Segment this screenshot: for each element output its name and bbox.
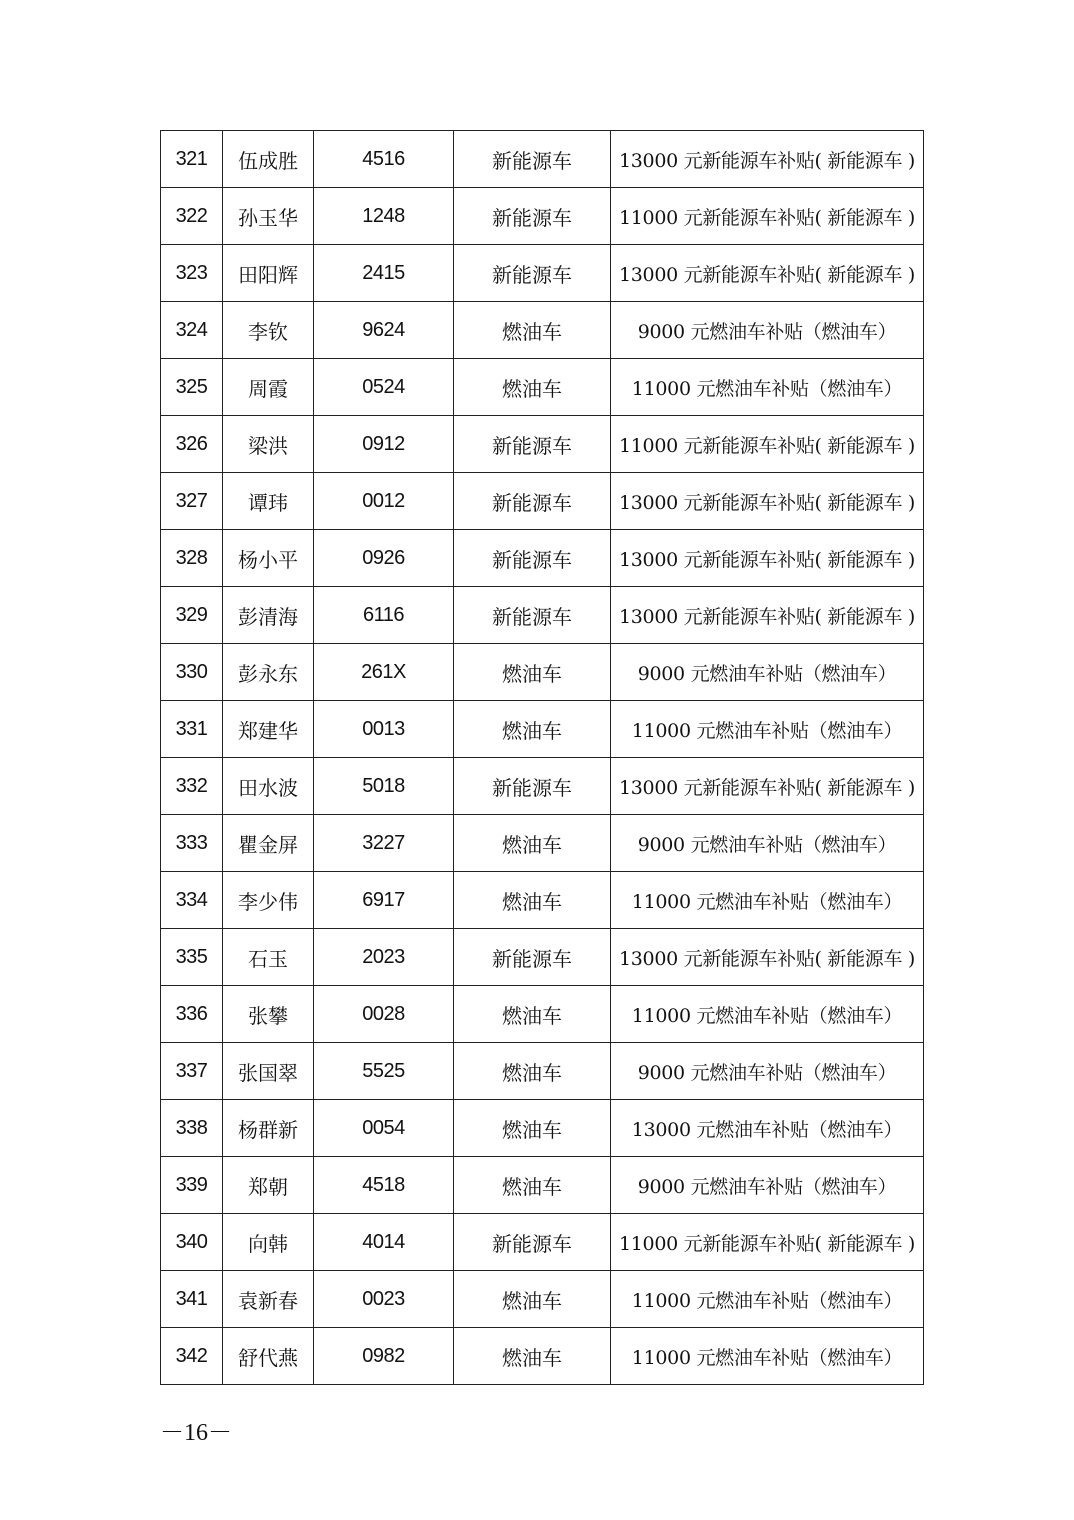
cell-subsidy: 11000 元燃油车补贴（燃油车）: [611, 1328, 924, 1385]
cell-id-tail: 0524: [314, 359, 454, 416]
table-row: [161, 1100, 924, 1157]
cell-serial-number: 323: [161, 245, 223, 302]
cell-id-tail: 4516: [314, 131, 454, 188]
cell-serial-number: 339: [161, 1157, 223, 1214]
cell-subsidy: 9000 元燃油车补贴（燃油车）: [611, 302, 924, 359]
table-row: [161, 815, 924, 872]
cell-name: 向韩: [223, 1214, 314, 1271]
cell-subsidy: 13000 元新能源车补贴( 新能源车 ): [611, 530, 924, 587]
cell-serial-number: 326: [161, 416, 223, 473]
page-number: －16－: [160, 1420, 232, 1446]
cell-name: 梁洪: [223, 416, 314, 473]
cell-id-tail: 0054: [314, 1100, 454, 1157]
table-row: [161, 701, 924, 758]
cell-name: 瞿金屏: [223, 815, 314, 872]
cell-vehicle-type: 新能源车: [454, 929, 611, 986]
cell-subsidy: 11000 元新能源车补贴( 新能源车 ): [611, 188, 924, 245]
cell-vehicle-type: 燃油车: [454, 359, 611, 416]
cell-serial-number: 341: [161, 1271, 223, 1328]
cell-vehicle-type: 燃油车: [454, 1271, 611, 1328]
cell-serial-number: 333: [161, 815, 223, 872]
table-body: [161, 131, 924, 1385]
cell-id-tail: 5018: [314, 758, 454, 815]
cell-vehicle-type: 燃油车: [454, 701, 611, 758]
cell-vehicle-type: 燃油车: [454, 302, 611, 359]
cell-subsidy: 11000 元燃油车补贴（燃油车）: [611, 1271, 924, 1328]
cell-serial-number: 327: [161, 473, 223, 530]
cell-subsidy: 11000 元燃油车补贴（燃油车）: [611, 701, 924, 758]
cell-id-tail: 9624: [314, 302, 454, 359]
cell-subsidy: 13000 元新能源车补贴( 新能源车 ): [611, 131, 924, 188]
cell-subsidy: 13000 元燃油车补贴（燃油车）: [611, 1100, 924, 1157]
cell-name: 彭永东: [223, 644, 314, 701]
cell-id-tail: 0013: [314, 701, 454, 758]
cell-vehicle-type: 新能源车: [454, 1214, 611, 1271]
table-row: [161, 131, 924, 188]
cell-vehicle-type: 新能源车: [454, 530, 611, 587]
cell-id-tail: 4014: [314, 1214, 454, 1271]
cell-serial-number: 330: [161, 644, 223, 701]
table-row: [161, 644, 924, 701]
cell-id-tail: 4518: [314, 1157, 454, 1214]
cell-name: 伍成胜: [223, 131, 314, 188]
cell-subsidy: 11000 元燃油车补贴（燃油车）: [611, 986, 924, 1043]
cell-serial-number: 340: [161, 1214, 223, 1271]
cell-subsidy: 9000 元燃油车补贴（燃油车）: [611, 815, 924, 872]
cell-subsidy: 13000 元新能源车补贴( 新能源车 ): [611, 473, 924, 530]
table-row: [161, 359, 924, 416]
table-row: [161, 758, 924, 815]
table-row: [161, 587, 924, 644]
cell-vehicle-type: 新能源车: [454, 587, 611, 644]
cell-serial-number: 336: [161, 986, 223, 1043]
cell-name: 杨小平: [223, 530, 314, 587]
table-row: [161, 530, 924, 587]
cell-subsidy: 13000 元新能源车补贴( 新能源车 ): [611, 929, 924, 986]
cell-id-tail: 0028: [314, 986, 454, 1043]
table-row: [161, 986, 924, 1043]
cell-vehicle-type: 燃油车: [454, 1043, 611, 1100]
cell-id-tail: 6917: [314, 872, 454, 929]
table-row: [161, 416, 924, 473]
cell-name: 孙玉华: [223, 188, 314, 245]
cell-vehicle-type: 新能源车: [454, 245, 611, 302]
table-row: [161, 929, 924, 986]
cell-name: 彭清海: [223, 587, 314, 644]
cell-name: 李少伟: [223, 872, 314, 929]
cell-id-tail: 0012: [314, 473, 454, 530]
cell-serial-number: 324: [161, 302, 223, 359]
cell-name: 张国翠: [223, 1043, 314, 1100]
cell-vehicle-type: 燃油车: [454, 986, 611, 1043]
cell-serial-number: 337: [161, 1043, 223, 1100]
cell-serial-number: 329: [161, 587, 223, 644]
table-row: [161, 1271, 924, 1328]
cell-serial-number: 334: [161, 872, 223, 929]
cell-name: 舒代燕: [223, 1328, 314, 1385]
cell-vehicle-type: 燃油车: [454, 1328, 611, 1385]
table-row: [161, 872, 924, 929]
cell-id-tail: 1248: [314, 188, 454, 245]
table-row: [161, 302, 924, 359]
cell-id-tail: 0982: [314, 1328, 454, 1385]
cell-name: 李钦: [223, 302, 314, 359]
cell-id-tail: 0926: [314, 530, 454, 587]
cell-name: 石玉: [223, 929, 314, 986]
cell-id-tail: 5525: [314, 1043, 454, 1100]
cell-subsidy: 11000 元燃油车补贴（燃油车）: [611, 872, 924, 929]
table-row: [161, 1328, 924, 1385]
cell-name: 张攀: [223, 986, 314, 1043]
cell-subsidy: 11000 元新能源车补贴( 新能源车 ): [611, 416, 924, 473]
cell-name: 郑朝: [223, 1157, 314, 1214]
table-row: [161, 188, 924, 245]
cell-subsidy: 11000 元新能源车补贴( 新能源车 ): [611, 1214, 924, 1271]
cell-vehicle-type: 燃油车: [454, 644, 611, 701]
cell-name: 周霞: [223, 359, 314, 416]
table-row: [161, 1043, 924, 1100]
cell-serial-number: 331: [161, 701, 223, 758]
cell-id-tail: 261X: [314, 644, 454, 701]
cell-name: 郑建华: [223, 701, 314, 758]
cell-id-tail: 2415: [314, 245, 454, 302]
table-row: [161, 1214, 924, 1271]
table-row: [161, 245, 924, 302]
cell-serial-number: 325: [161, 359, 223, 416]
cell-serial-number: 322: [161, 188, 223, 245]
cell-serial-number: 342: [161, 1328, 223, 1385]
cell-id-tail: 0912: [314, 416, 454, 473]
cell-subsidy: 9000 元燃油车补贴（燃油车）: [611, 1157, 924, 1214]
cell-subsidy: 13000 元新能源车补贴( 新能源车 ): [611, 245, 924, 302]
cell-subsidy: 13000 元新能源车补贴( 新能源车 ): [611, 587, 924, 644]
cell-vehicle-type: 新能源车: [454, 416, 611, 473]
cell-vehicle-type: 燃油车: [454, 815, 611, 872]
cell-subsidy: 11000 元燃油车补贴（燃油车）: [611, 359, 924, 416]
cell-id-tail: 0023: [314, 1271, 454, 1328]
cell-vehicle-type: 新能源车: [454, 758, 611, 815]
cell-serial-number: 332: [161, 758, 223, 815]
cell-vehicle-type: 燃油车: [454, 1100, 611, 1157]
table-row: [161, 473, 924, 530]
cell-vehicle-type: 新能源车: [454, 131, 611, 188]
cell-serial-number: 321: [161, 131, 223, 188]
cell-subsidy: 9000 元燃油车补贴（燃油车）: [611, 644, 924, 701]
cell-serial-number: 338: [161, 1100, 223, 1157]
cell-name: 杨群新: [223, 1100, 314, 1157]
cell-name: 谭玮: [223, 473, 314, 530]
cell-subsidy: 9000 元燃油车补贴（燃油车）: [611, 1043, 924, 1100]
cell-name: 田阳辉: [223, 245, 314, 302]
cell-name: 田水波: [223, 758, 314, 815]
cell-id-tail: 6116: [314, 587, 454, 644]
cell-id-tail: 3227: [314, 815, 454, 872]
cell-id-tail: 2023: [314, 929, 454, 986]
cell-serial-number: 328: [161, 530, 223, 587]
cell-vehicle-type: 燃油车: [454, 872, 611, 929]
cell-vehicle-type: 新能源车: [454, 473, 611, 530]
table-row: [161, 1157, 924, 1214]
cell-subsidy: 13000 元新能源车补贴( 新能源车 ): [611, 758, 924, 815]
subsidy-table: [160, 130, 924, 1385]
cell-vehicle-type: 燃油车: [454, 1157, 611, 1214]
cell-vehicle-type: 新能源车: [454, 188, 611, 245]
cell-serial-number: 335: [161, 929, 223, 986]
cell-name: 袁新春: [223, 1271, 314, 1328]
